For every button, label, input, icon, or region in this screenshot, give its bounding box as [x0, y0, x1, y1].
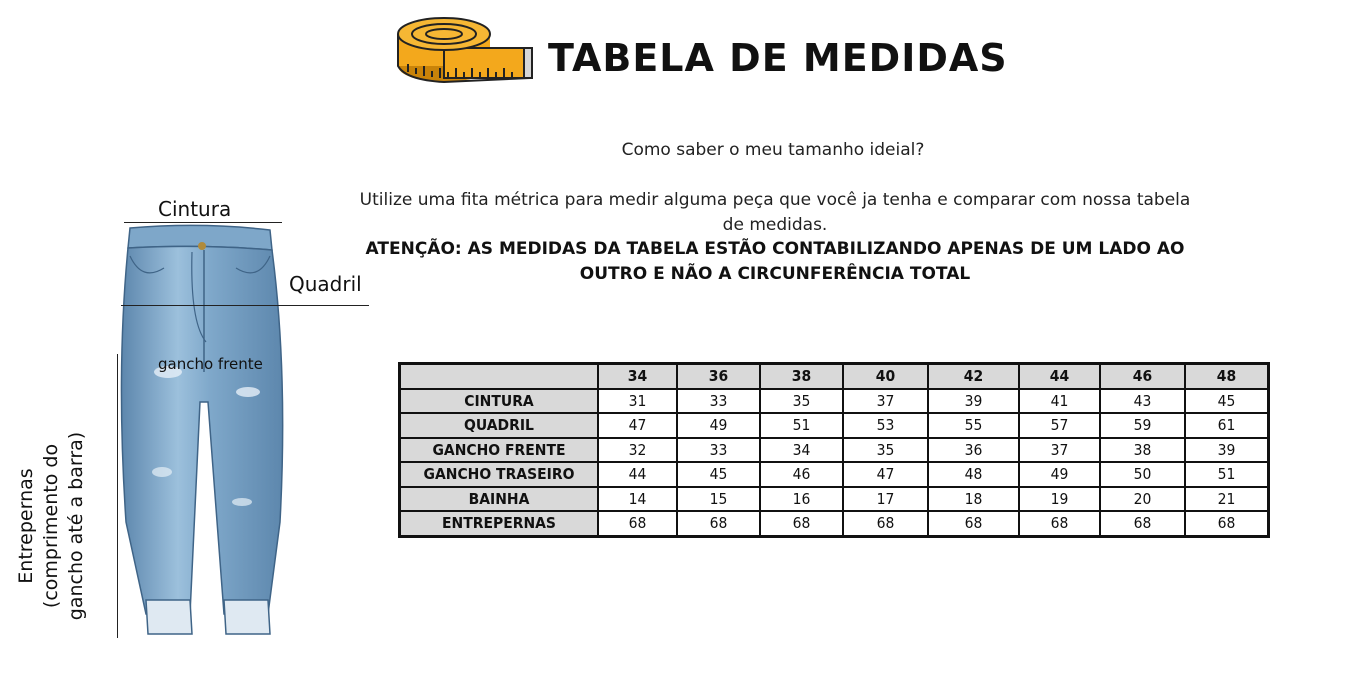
- table-cell: 68: [1185, 511, 1269, 536]
- table-row: [400, 511, 1269, 536]
- table-cell: 47: [598, 413, 677, 438]
- table-cell: 57: [1019, 413, 1100, 438]
- size-header-row: [400, 364, 1269, 389]
- cintura-measure-line: [124, 222, 282, 223]
- table-cell: 15: [677, 487, 760, 512]
- table-cell: 41: [1019, 389, 1100, 414]
- table-cell: 53: [843, 413, 928, 438]
- table-cell: 55: [928, 413, 1019, 438]
- table-row: [400, 487, 1269, 512]
- size-header: 38: [760, 364, 843, 389]
- table-cell: 68: [677, 511, 760, 536]
- size-header: 40: [843, 364, 928, 389]
- table-cell: 39: [1185, 438, 1269, 463]
- table-cell: 37: [843, 389, 928, 414]
- gancho-frente-label: gancho frente: [158, 355, 263, 373]
- table-cell: 21: [1185, 487, 1269, 512]
- intro-instruction: Utilize uma fita métrica para medir alguma peça que você ja tenha e comparar com nossa tabela de medidas.: [359, 190, 1191, 235]
- table-cell: 34: [760, 438, 843, 463]
- table-cell: 17: [843, 487, 928, 512]
- table-cell: 33: [677, 438, 760, 463]
- row-label: GANCHO TRASEIRO: [400, 462, 599, 487]
- table-cell: 59: [1100, 413, 1185, 438]
- entrepernas-label-line-1: Entrepernas: [15, 468, 37, 584]
- table-cell: 51: [760, 413, 843, 438]
- table-cell: 32: [598, 438, 677, 463]
- row-label: BAINHA: [400, 487, 599, 512]
- table-cell: 38: [1100, 438, 1185, 463]
- table-cell: 36: [928, 438, 1019, 463]
- entrepernas-label-line-3: gancho até a barra): [65, 431, 87, 621]
- table-cell: 48: [928, 462, 1019, 487]
- size-header: 42: [928, 364, 1019, 389]
- table-cell: 19: [1019, 487, 1100, 512]
- size-header: 46: [1100, 364, 1185, 389]
- entrepernas-label: [14, 376, 90, 676]
- table-cell: 50: [1100, 462, 1185, 487]
- size-header: 36: [677, 364, 760, 389]
- row-label: CINTURA: [400, 389, 599, 414]
- table-cell: 33: [677, 389, 760, 414]
- table-cell: 35: [843, 438, 928, 463]
- table-cell: 61: [1185, 413, 1269, 438]
- page-title: TABELA DE MEDIDAS: [548, 36, 1008, 80]
- table-cell: 68: [1019, 511, 1100, 536]
- table-row: [400, 438, 1269, 463]
- table-cell: 39: [928, 389, 1019, 414]
- table-cell: 68: [928, 511, 1019, 536]
- entrepernas-measure-line: [117, 354, 118, 638]
- table-cell: 49: [1019, 462, 1100, 487]
- row-label: ENTREPERNAS: [400, 511, 599, 536]
- quadril-label: Quadril: [289, 272, 362, 296]
- row-label: GANCHO FRENTE: [400, 438, 599, 463]
- table-cell: 47: [843, 462, 928, 487]
- table-cell: 51: [1185, 462, 1269, 487]
- size-header: 48: [1185, 364, 1269, 389]
- table-cell: 43: [1100, 389, 1185, 414]
- table-cell: 37: [1019, 438, 1100, 463]
- table-cell: 18: [928, 487, 1019, 512]
- intro-warning: ATENÇÃO: AS MEDIDAS DA TABELA ESTÃO CONTABILIZANDO APENAS DE UM LADO AO OUTRO E NÃO A CIRCUNFERÊNCIA TOTAL: [365, 239, 1185, 284]
- measuring-tape-icon: [396, 14, 536, 86]
- table-cell: 35: [760, 389, 843, 414]
- row-label: QUADRIL: [400, 413, 599, 438]
- jeans-illustration: [112, 222, 292, 642]
- size-header: 34: [598, 364, 677, 389]
- cintura-label: Cintura: [158, 197, 232, 221]
- size-table: [398, 362, 1270, 538]
- table-cell: 20: [1100, 487, 1185, 512]
- corner-cell: [400, 364, 599, 389]
- table-cell: 46: [760, 462, 843, 487]
- table-row: [400, 462, 1269, 487]
- entrepernas-label-line-2: (comprimento do: [40, 443, 62, 609]
- quadril-measure-line: [121, 305, 369, 306]
- table-cell: 68: [598, 511, 677, 536]
- table-cell: 45: [1185, 389, 1269, 414]
- table-cell: 31: [598, 389, 677, 414]
- table-cell: 68: [1100, 511, 1185, 536]
- table-cell: 44: [598, 462, 677, 487]
- table-row: [400, 389, 1269, 414]
- table-cell: 49: [677, 413, 760, 438]
- intro-question: Como saber o meu tamanho ideial?: [621, 140, 925, 160]
- table-cell: 14: [598, 487, 677, 512]
- table-cell: 16: [760, 487, 843, 512]
- table-cell: 68: [843, 511, 928, 536]
- table-cell: 68: [760, 511, 843, 536]
- table-row: [400, 413, 1269, 438]
- table-cell: 45: [677, 462, 760, 487]
- size-header: 44: [1019, 364, 1100, 389]
